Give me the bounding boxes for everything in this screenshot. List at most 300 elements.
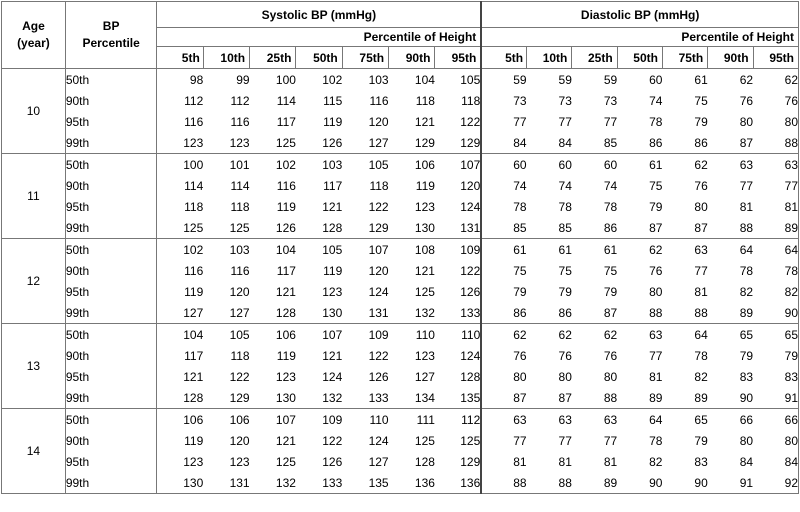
diastolic-value-cell: 60 <box>603 157 618 172</box>
bp-percentile-cell: 90th <box>65 430 157 451</box>
systolic-value-cell: 99 <box>236 72 250 87</box>
systolic-value-cell: 133 <box>342 387 388 409</box>
systolic-value-cell: 133 <box>296 472 342 494</box>
diastolic-value-cell: 79 <box>694 433 708 448</box>
diastolic-value-cell: 78 <box>558 199 572 214</box>
diastolic-value-cell: 83 <box>739 369 754 384</box>
systolic-value-cell: 128 <box>296 217 342 239</box>
systolic-value-cell: 109 <box>322 412 343 427</box>
systolic-value-cell: 106 <box>229 412 250 427</box>
diastolic-value-cell: 65 <box>753 324 798 346</box>
systolic-value-cell: 105 <box>322 242 343 257</box>
systolic-value-cell: 117 <box>276 114 296 129</box>
systolic-value-cell: 127 <box>342 132 388 154</box>
diastolic-value-cell: 87 <box>572 302 617 324</box>
diastolic-value-cell: 84 <box>753 451 798 472</box>
systolic-value-cell: 122 <box>229 369 250 384</box>
diastolic-value-cell: 65 <box>739 327 754 342</box>
systolic-value-cell: 120 <box>368 263 389 278</box>
systolic-value-cell: 103 <box>229 242 250 257</box>
diastolic-value-cell: 76 <box>481 345 526 366</box>
systolic-value-cell: 123 <box>203 132 249 154</box>
diastolic-value-cell: 81 <box>558 454 572 469</box>
diastolic-value-cell: 62 <box>739 72 754 87</box>
systolic-value-cell: 121 <box>414 114 435 129</box>
diastolic-value-cell: 77 <box>481 111 526 132</box>
bp-percentile-cell: 99th <box>65 387 157 409</box>
systolic-value-cell: 131 <box>435 217 481 239</box>
table-row <box>2 239 799 261</box>
bp-percentile-cell: 50th <box>65 324 157 346</box>
table-row <box>2 154 799 176</box>
table-row <box>2 472 799 494</box>
diastolic-value-cell: 80 <box>739 114 754 129</box>
systolic-value-cell: 132 <box>296 387 342 409</box>
diastolic-value-cell: 77 <box>753 175 798 196</box>
table-row <box>2 324 799 346</box>
systolic-value-cell: 131 <box>342 302 388 324</box>
diastolic-value-cell: 84 <box>739 454 754 469</box>
diastolic-value-cell: 90 <box>617 472 662 494</box>
systolic-value-cell: 130 <box>389 217 435 239</box>
diastolic-value-cell: 88 <box>753 132 798 154</box>
systolic-value-cell: 125 <box>460 433 481 448</box>
diastolic-value-cell: 81 <box>603 454 618 469</box>
diastolic-value-cell: 75 <box>603 263 618 278</box>
header-row-groups <box>2 2 799 28</box>
diastolic-value-cell: 61 <box>603 242 618 257</box>
diastolic-value-cell: 79 <box>603 284 618 299</box>
bp-percentile-cell: 99th <box>65 217 157 239</box>
diastolic-value-cell: 62 <box>481 324 526 346</box>
systolic-value-cell: 125 <box>414 433 435 448</box>
diastolic-value-cell: 87 <box>617 217 662 239</box>
bp-percentile-cell: 99th <box>65 302 157 324</box>
bp-percentile-cell: 90th <box>65 90 157 111</box>
systolic-value-cell: 107 <box>275 412 296 427</box>
diastolic-value-cell: 88 <box>708 217 753 239</box>
systolic-value-cell: 105 <box>460 72 481 87</box>
systolic-value-cell: 121 <box>275 284 296 299</box>
bp-percentile-cell: 95th <box>65 196 157 217</box>
diastolic-col-header-25th: 25th <box>572 47 617 69</box>
percentile-label: Percentile <box>82 36 140 50</box>
diastolic-value-cell: 61 <box>694 72 708 87</box>
diastolic-value-cell: 62 <box>603 327 618 342</box>
systolic-value-cell: 124 <box>460 348 481 363</box>
systolic-value-cell: 128 <box>414 454 435 469</box>
diastolic-value-cell: 76 <box>753 90 798 111</box>
systolic-value-cell: 134 <box>389 387 435 409</box>
systolic-value-cell: 129 <box>342 217 388 239</box>
diastolic-value-cell: 89 <box>662 387 707 409</box>
table-row <box>2 69 799 91</box>
systolic-col-header-95th: 95th <box>435 47 481 69</box>
age-cell: 11 <box>2 154 66 239</box>
bp-table-body <box>2 69 799 494</box>
diastolic-value-cell: 61 <box>649 157 663 172</box>
table-row <box>2 260 799 281</box>
systolic-value-cell: 100 <box>275 72 296 87</box>
systolic-value-cell: 120 <box>229 284 250 299</box>
diastolic-value-cell: 79 <box>558 284 572 299</box>
diastolic-value-cell: 80 <box>739 433 754 448</box>
systolic-value-cell: 131 <box>203 472 249 494</box>
systolic-group-header: Systolic BP (mmHg) <box>157 2 481 28</box>
diastolic-value-cell: 85 <box>481 217 526 239</box>
systolic-value-cell: 122 <box>460 114 481 129</box>
systolic-value-cell: 126 <box>460 284 481 299</box>
diastolic-value-cell: 77 <box>603 433 618 448</box>
systolic-value-cell: 122 <box>460 263 481 278</box>
systolic-value-cell: 122 <box>322 433 343 448</box>
systolic-value-cell: 121 <box>157 366 203 387</box>
systolic-value-cell: 116 <box>230 263 250 278</box>
diastolic-value-cell: 90 <box>662 472 707 494</box>
diastolic-col-header-75th: 75th <box>662 47 707 69</box>
systolic-value-cell: 117 <box>157 345 203 366</box>
diastolic-value-cell: 79 <box>649 199 663 214</box>
systolic-value-cell: 104 <box>157 324 203 346</box>
systolic-value-cell: 123 <box>275 369 296 384</box>
bp-percentile-cell: 90th <box>65 260 157 281</box>
systolic-value-cell: 126 <box>322 454 343 469</box>
table-row <box>2 196 799 217</box>
age-cell: 14 <box>2 409 66 494</box>
systolic-value-cell: 132 <box>389 302 435 324</box>
bp-percentile-cell: 95th <box>65 281 157 302</box>
diastolic-value-cell: 75 <box>649 178 663 193</box>
systolic-col-header-50th: 50th <box>296 47 342 69</box>
bp-percentile-cell: 90th <box>65 175 157 196</box>
systolic-value-cell: 118 <box>415 93 435 108</box>
systolic-percentile-of-height: Percentile of Height <box>157 28 481 47</box>
systolic-value-cell: 110 <box>369 412 389 427</box>
systolic-value-cell: 123 <box>157 451 203 472</box>
systolic-value-cell: 116 <box>157 111 203 132</box>
diastolic-value-cell: 64 <box>694 327 708 342</box>
systolic-value-cell: 128 <box>250 302 296 324</box>
systolic-value-cell: 136 <box>389 472 435 494</box>
diastolic-value-cell: 59 <box>558 72 572 87</box>
systolic-value-cell: 107 <box>368 242 389 257</box>
diastolic-value-cell: 65 <box>694 412 708 427</box>
systolic-value-cell: 120 <box>368 114 389 129</box>
diastolic-value-cell: 60 <box>649 72 663 87</box>
diastolic-value-cell: 73 <box>603 93 618 108</box>
table-row <box>2 217 799 239</box>
systolic-value-cell: 118 <box>230 199 250 214</box>
systolic-value-cell: 123 <box>414 348 435 363</box>
bp-percentile-cell: 50th <box>65 239 157 261</box>
systolic-value-cell: 102 <box>322 72 343 87</box>
diastolic-value-cell: 78 <box>603 199 618 214</box>
diastolic-percentile-of-height: Percentile of Height <box>481 28 798 47</box>
diastolic-col-header-50th: 50th <box>617 47 662 69</box>
diastolic-value-cell: 66 <box>739 412 754 427</box>
systolic-value-cell: 116 <box>369 93 389 108</box>
systolic-value-cell: 118 <box>369 178 389 193</box>
systolic-value-cell: 116 <box>230 114 250 129</box>
diastolic-value-cell: 90 <box>753 302 798 324</box>
systolic-value-cell: 123 <box>414 199 435 214</box>
systolic-value-cell: 121 <box>275 433 296 448</box>
diastolic-value-cell: 80 <box>649 284 663 299</box>
systolic-value-cell: 114 <box>157 175 203 196</box>
systolic-value-cell: 116 <box>157 260 203 281</box>
systolic-value-cell: 112 <box>157 90 203 111</box>
diastolic-value-cell: 81 <box>694 284 708 299</box>
diastolic-value-cell: 87 <box>708 132 753 154</box>
systolic-value-cell: 125 <box>250 132 296 154</box>
systolic-value-cell: 125 <box>157 217 203 239</box>
diastolic-value-cell: 88 <box>617 302 662 324</box>
diastolic-value-cell: 87 <box>662 217 707 239</box>
systolic-value-cell: 107 <box>460 157 481 172</box>
systolic-value-cell: 106 <box>157 409 203 431</box>
diastolic-value-cell: 63 <box>649 327 663 342</box>
systolic-value-cell: 125 <box>414 284 435 299</box>
systolic-value-cell: 123 <box>229 454 250 469</box>
diastolic-value-cell: 80 <box>753 111 798 132</box>
systolic-value-cell: 125 <box>203 217 249 239</box>
systolic-value-cell: 102 <box>275 157 296 172</box>
diastolic-value-cell: 89 <box>617 387 662 409</box>
systolic-col-header-25th: 25th <box>250 47 296 69</box>
systolic-value-cell: 119 <box>323 263 343 278</box>
systolic-value-cell: 128 <box>460 369 481 384</box>
systolic-value-cell: 124 <box>322 369 343 384</box>
systolic-value-cell: 121 <box>322 348 343 363</box>
diastolic-value-cell: 78 <box>739 263 754 278</box>
diastolic-value-cell: 91 <box>708 472 753 494</box>
systolic-value-cell: 102 <box>157 239 203 261</box>
systolic-value-cell: 124 <box>368 433 389 448</box>
systolic-value-cell: 100 <box>157 154 203 176</box>
bp-percentile-column-header <box>65 2 157 69</box>
diastolic-value-cell: 86 <box>527 302 572 324</box>
systolic-value-cell: 126 <box>296 132 342 154</box>
diastolic-value-cell: 77 <box>558 114 572 129</box>
diastolic-value-cell: 74 <box>558 178 572 193</box>
diastolic-value-cell: 76 <box>694 178 708 193</box>
diastolic-value-cell: 81 <box>649 369 663 384</box>
diastolic-value-cell: 77 <box>558 433 572 448</box>
bp-percentile-cell: 95th <box>65 111 157 132</box>
diastolic-value-cell: 78 <box>649 433 663 448</box>
diastolic-value-cell: 82 <box>649 454 663 469</box>
age-cell: 13 <box>2 324 66 409</box>
diastolic-value-cell: 64 <box>753 239 798 261</box>
diastolic-value-cell: 88 <box>572 387 617 409</box>
diastolic-value-cell: 82 <box>694 369 708 384</box>
diastolic-value-cell: 88 <box>527 472 572 494</box>
systolic-value-cell: 119 <box>157 281 203 302</box>
age-column-header <box>2 2 66 69</box>
systolic-value-cell: 111 <box>416 412 435 427</box>
diastolic-value-cell: 74 <box>603 178 618 193</box>
systolic-value-cell: 118 <box>157 196 203 217</box>
systolic-value-cell: 119 <box>276 199 296 214</box>
diastolic-value-cell: 79 <box>694 114 708 129</box>
diastolic-value-cell: 63 <box>753 154 798 176</box>
diastolic-value-cell: 76 <box>558 348 572 363</box>
table-row <box>2 111 799 132</box>
diastolic-value-cell: 63 <box>558 412 572 427</box>
diastolic-col-header-90th: 90th <box>708 47 753 69</box>
diastolic-value-cell: 63 <box>481 409 526 431</box>
systolic-value-cell: 118 <box>230 348 250 363</box>
diastolic-value-cell: 76 <box>603 348 618 363</box>
systolic-value-cell: 105 <box>229 327 250 342</box>
diastolic-value-cell: 92 <box>753 472 798 494</box>
systolic-value-cell: 110 <box>461 327 481 342</box>
diastolic-value-cell: 88 <box>662 302 707 324</box>
systolic-value-cell: 119 <box>157 430 203 451</box>
systolic-value-cell: 108 <box>414 242 435 257</box>
systolic-value-cell: 119 <box>276 348 296 363</box>
systolic-value-cell: 127 <box>203 302 249 324</box>
diastolic-value-cell: 60 <box>558 157 572 172</box>
table-row <box>2 387 799 409</box>
diastolic-value-cell: 90 <box>708 387 753 409</box>
diastolic-value-cell: 86 <box>617 132 662 154</box>
diastolic-value-cell: 73 <box>558 93 572 108</box>
systolic-value-cell: 104 <box>275 242 296 257</box>
diastolic-col-header-10th: 10th <box>527 47 572 69</box>
table-row <box>2 302 799 324</box>
bp-percentile-cell: 50th <box>65 69 157 91</box>
diastolic-value-cell: 75 <box>558 263 572 278</box>
table-row <box>2 90 799 111</box>
systolic-value-cell: 122 <box>368 199 389 214</box>
table-row <box>2 281 799 302</box>
systolic-col-header-5th: 5th <box>157 47 203 69</box>
diastolic-value-cell: 80 <box>481 366 526 387</box>
systolic-value-cell: 120 <box>229 433 250 448</box>
systolic-value-cell: 136 <box>435 472 481 494</box>
diastolic-col-header-5th: 5th <box>481 47 526 69</box>
systolic-col-header-90th: 90th <box>389 47 435 69</box>
systolic-value-cell: 132 <box>250 472 296 494</box>
systolic-value-cell: 117 <box>323 178 343 193</box>
diastolic-value-cell: 84 <box>481 132 526 154</box>
systolic-value-cell: 129 <box>435 132 481 154</box>
systolic-value-cell: 117 <box>276 263 296 278</box>
systolic-value-cell: 129 <box>203 387 249 409</box>
diastolic-value-cell: 89 <box>572 472 617 494</box>
diastolic-value-cell: 64 <box>739 242 754 257</box>
bp-label: BP <box>102 19 120 33</box>
age-unit: (year) <box>17 36 50 50</box>
diastolic-value-cell: 80 <box>694 199 708 214</box>
diastolic-value-cell: 77 <box>481 430 526 451</box>
diastolic-value-cell: 76 <box>649 263 663 278</box>
diastolic-value-cell: 62 <box>694 157 708 172</box>
diastolic-value-cell: 66 <box>753 409 798 431</box>
diastolic-value-cell: 83 <box>753 366 798 387</box>
systolic-value-cell: 103 <box>322 157 343 172</box>
table-row <box>2 345 799 366</box>
diastolic-value-cell: 82 <box>753 281 798 302</box>
table-row <box>2 132 799 154</box>
diastolic-value-cell: 79 <box>481 281 526 302</box>
systolic-value-cell: 109 <box>368 327 389 342</box>
systolic-value-cell: 107 <box>322 327 343 342</box>
diastolic-value-cell: 87 <box>527 387 572 409</box>
diastolic-value-cell: 59 <box>603 72 618 87</box>
age-cell: 12 <box>2 239 66 324</box>
systolic-value-cell: 106 <box>414 157 435 172</box>
systolic-value-cell: 109 <box>460 242 481 257</box>
diastolic-value-cell: 81 <box>481 451 526 472</box>
systolic-value-cell: 112 <box>230 93 250 108</box>
systolic-value-cell: 127 <box>414 369 435 384</box>
diastolic-value-cell: 61 <box>558 242 572 257</box>
table-row <box>2 175 799 196</box>
diastolic-value-cell: 89 <box>708 302 753 324</box>
systolic-value-cell: 114 <box>276 93 296 108</box>
table-row <box>2 451 799 472</box>
diastolic-value-cell: 79 <box>739 348 754 363</box>
systolic-value-cell: 110 <box>415 327 435 342</box>
systolic-value-cell: 126 <box>368 369 389 384</box>
diastolic-value-cell: 77 <box>649 348 663 363</box>
systolic-value-cell: 114 <box>230 178 250 193</box>
bp-percentile-cell: 50th <box>65 409 157 431</box>
diastolic-value-cell: 83 <box>694 454 708 469</box>
systolic-value-cell: 119 <box>323 114 343 129</box>
diastolic-value-cell: 85 <box>527 217 572 239</box>
diastolic-value-cell: 78 <box>694 348 708 363</box>
diastolic-value-cell: 77 <box>603 114 618 129</box>
diastolic-value-cell: 77 <box>739 178 754 193</box>
systolic-value-cell: 129 <box>460 454 481 469</box>
diastolic-value-cell: 89 <box>753 217 798 239</box>
systolic-value-cell: 119 <box>415 178 435 193</box>
diastolic-value-cell: 63 <box>739 157 754 172</box>
systolic-value-cell: 103 <box>368 72 389 87</box>
systolic-value-cell: 112 <box>461 412 481 427</box>
systolic-value-cell: 126 <box>250 217 296 239</box>
systolic-value-cell: 124 <box>460 199 481 214</box>
diastolic-value-cell: 78 <box>481 196 526 217</box>
systolic-value-cell: 121 <box>322 199 343 214</box>
diastolic-value-cell: 73 <box>481 90 526 111</box>
diastolic-value-cell: 78 <box>753 260 798 281</box>
systolic-value-cell: 127 <box>368 454 389 469</box>
diastolic-value-cell: 62 <box>558 327 572 342</box>
bp-percentile-cell: 95th <box>65 451 157 472</box>
table-row <box>2 430 799 451</box>
diastolic-value-cell: 91 <box>753 387 798 409</box>
systolic-col-header-75th: 75th <box>342 47 388 69</box>
diastolic-value-cell: 63 <box>694 242 708 257</box>
diastolic-value-cell: 75 <box>694 93 708 108</box>
bp-percentile-cell: 50th <box>65 154 157 176</box>
age-label: Age <box>22 19 45 33</box>
diastolic-value-cell: 59 <box>481 69 526 91</box>
diastolic-value-cell: 74 <box>481 175 526 196</box>
bp-percentile-cell: 95th <box>65 366 157 387</box>
systolic-col-header-10th: 10th <box>203 47 249 69</box>
diastolic-value-cell: 75 <box>481 260 526 281</box>
diastolic-value-cell: 82 <box>739 284 754 299</box>
systolic-value-cell: 104 <box>414 72 435 87</box>
systolic-value-cell: 123 <box>322 284 343 299</box>
systolic-value-cell: 130 <box>250 387 296 409</box>
diastolic-value-cell: 77 <box>694 263 708 278</box>
